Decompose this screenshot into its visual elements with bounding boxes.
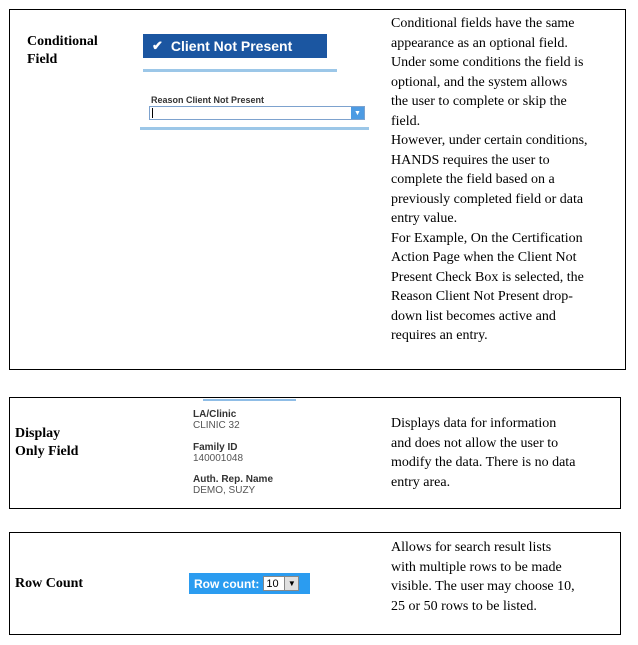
desc-line: However, under certain conditions, — [391, 133, 588, 148]
check-icon: ✔ — [152, 38, 163, 53]
desc-line: Allows for search result lists — [391, 540, 552, 555]
desc-line: complete the field based on a — [391, 172, 555, 187]
desc-line: requires an entry. — [391, 328, 488, 343]
desc-line: modify the data. There is no data — [391, 455, 576, 470]
conditional-field-description — [391, 14, 621, 346]
desc-line: 25 or 50 rows to be listed. — [391, 598, 537, 614]
term-line: Only Field — [15, 444, 79, 459]
client-not-present-checkbox[interactable] — [143, 34, 327, 58]
display-only-field-term — [15, 425, 78, 461]
text-caret — [152, 108, 153, 118]
desc-line: Under some conditions the field is — [391, 55, 584, 70]
desc-line: Reason Client Not Present drop- — [391, 289, 573, 304]
desc-line: Conditional fields have the same — [391, 16, 575, 31]
conditional-field-term — [27, 33, 98, 69]
term-line: Field — [27, 52, 58, 67]
term-line: Display — [15, 426, 61, 441]
field-value: CLINIC 32 — [193, 420, 240, 431]
desc-line: visible. The user may choose 10, — [391, 579, 575, 594]
desc-line: and does not allow the user to — [391, 435, 559, 451]
desc-line: For Example, On the Certification — [391, 230, 583, 246]
reason-label: Reason Client Not Present — [151, 95, 265, 105]
chevron-down-icon[interactable]: ▼ — [351, 107, 364, 119]
desc-line: with multiple rows to be made — [391, 559, 562, 575]
desc-line: field. — [391, 113, 421, 129]
display-field-family-id — [193, 442, 243, 464]
term-line: Conditional — [27, 34, 98, 49]
row-count-select[interactable] — [263, 576, 299, 591]
row-count-description — [391, 538, 616, 616]
desc-line: Action Page when the Client Not — [391, 250, 577, 265]
display-only-field-description — [391, 414, 616, 492]
desc-line: entry area. — [391, 474, 451, 490]
row-count-control — [189, 573, 310, 594]
desc-line: HANDS requires the user to — [391, 152, 550, 168]
field-value: DEMO, SUZY — [193, 485, 256, 496]
desc-line: appearance as an optional field. — [391, 35, 568, 51]
field-label: LA/Clinic — [193, 409, 237, 420]
divider — [140, 127, 369, 130]
desc-line: optional, and the system allows — [391, 74, 568, 90]
desc-line: entry value. — [391, 211, 458, 226]
reason-client-not-present-dropdown[interactable] — [149, 106, 365, 120]
chevron-down-icon[interactable]: ▼ — [284, 577, 298, 590]
field-label: Family ID — [193, 442, 238, 453]
client-not-present-label: Client Not Present — [170, 38, 293, 54]
row-count-value: 10 — [266, 577, 279, 590]
display-field-la-clinic — [193, 409, 240, 431]
divider — [203, 399, 296, 401]
display-field-auth-rep-name — [193, 474, 273, 496]
row-count-term: Row Count — [15, 576, 84, 591]
desc-line: Displays data for information — [391, 416, 557, 431]
divider — [143, 69, 337, 72]
desc-line: Present Check Box is selected, the — [391, 269, 584, 285]
desc-line: down list becomes active and — [391, 308, 556, 324]
field-value: 140001048 — [193, 453, 244, 464]
field-label: Auth. Rep. Name — [193, 474, 274, 485]
desc-line: previously completed field or data — [391, 191, 584, 207]
desc-line: the user to complete or skip the — [391, 94, 567, 109]
row-count-label: Row count: — [194, 576, 260, 591]
